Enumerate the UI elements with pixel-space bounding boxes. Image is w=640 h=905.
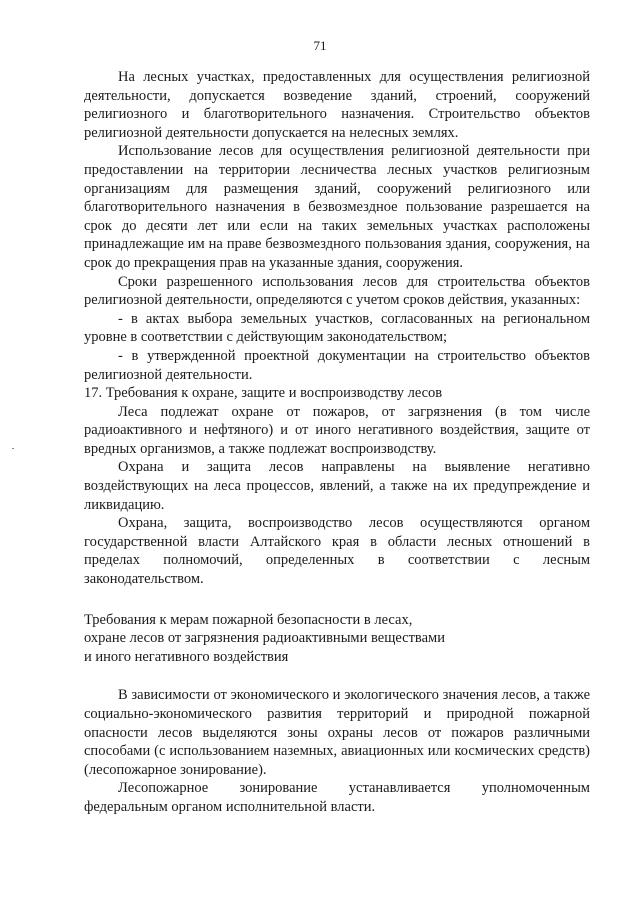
paragraph: В зависимости от экономического и экологического значения лесов, а также социально-экономического развития территорий и природной пожарной опасности лесов выделяются зоны охраны лесов от пожаров различными способами (с использованием наземных, авиационных или космических средств) (лесопожарное зонирование).: [84, 687, 590, 778]
document-body: [84, 68, 590, 817]
paragraph: На лесных участках, предоставленных для осуществления религиозной деятельности, допускается возведение зданий, строений, сооружений религиозного и благотворительного назначения. Строительство объектов религиозной деятельности допускается на нелесных землях.: [84, 69, 590, 141]
paragraph: Лесопожарное зонирование устанавливается уполномоченным федеральным органом исполнительной власти.: [84, 780, 590, 815]
paragraph: Охрана, защита, воспроизводство лесов осуществляются органом государственной власти Алтайского края в области лесных отношений в пределах полномочий, определенных в соответствии с лесным законодательством.: [84, 515, 590, 588]
scan-artifact: [12, 448, 14, 449]
list-item: - в утвержденной проектной документации на строительство объектов религиозной деятельности.: [84, 347, 590, 383]
paragraph: Использование лесов для осуществления религиозной деятельности при предоставлении на территории лесничества лесных участков религиозным организациям для размещения зданий, сооружений религиозного или благотворительного назначения в безвозмездное пользование разрешается на срок до десяти лет или если на таких земельных участках расположены принадлежащие им на праве безвозмездного пользования здания, сооружения, на срок до прекращения прав на указанные здания, сооружения.: [84, 143, 590, 271]
paragraph: Леса подлежат охране от пожаров, от загрязнения (в том числе радиоактивного и нефтяного) и от иного негативного воздействия, защите от вредных организмов, а также подлежат воспроизводству.: [84, 403, 590, 457]
heading-line: охране лесов от загрязнения радиоактивными веществами: [84, 630, 445, 647]
subsection-heading: [84, 611, 590, 667]
heading-line: Требования к мерам пожарной безопасности в лесах,: [84, 611, 413, 628]
list-item: - в актах выбора земельных участков, согласованных на региональном уровне в соответствии с действующим законодательством;: [84, 310, 590, 346]
paragraph: Сроки разрешенного использования лесов для строительства объектов религиозной деятельности, определяются с учетом сроков действия, указанных:: [84, 273, 590, 309]
page-number: 71: [313, 38, 327, 53]
heading-line: и иного негативного воздействия: [84, 648, 289, 665]
section-heading: 17. Требования к охране, защите и воспроизводству лесов: [84, 385, 443, 402]
paragraph: Охрана и защита лесов направлены на выявление негативно воздействующих на леса процессов, явлений, а также на их предупреждение и ликвидацию.: [84, 459, 590, 513]
